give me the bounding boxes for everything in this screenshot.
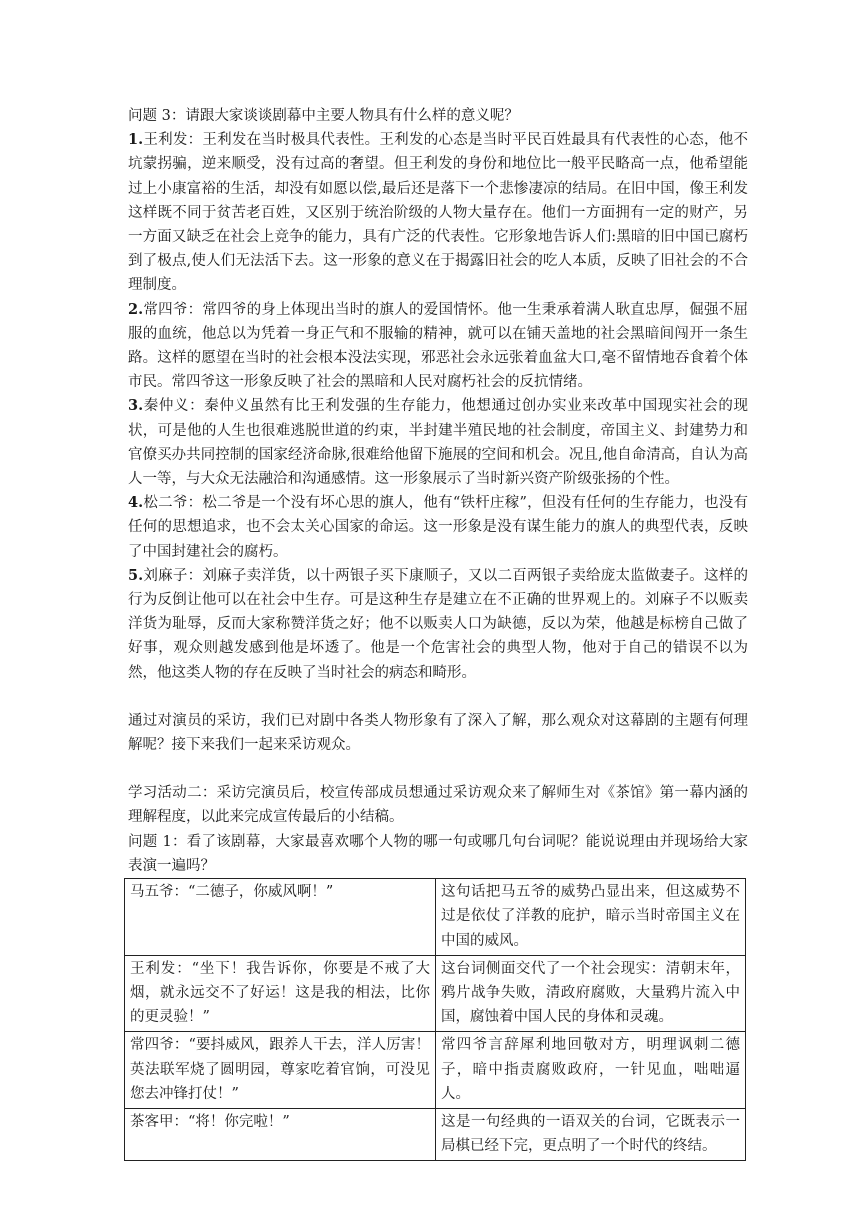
dialogue-line: 茶客甲：“将！你完啦！” <box>125 1108 436 1160</box>
dialogue-reason: 常四爷言辞犀利地回敬对方，明理讽刺二德子，暗中指责腐败政府，一针见血，咄咄逼人。 <box>436 1032 746 1109</box>
dialogue-table <box>124 878 746 1161</box>
list-item <box>128 564 748 685</box>
item-text: 秦仲义：秦仲义虽然有比王利发强的生存能力，他想通过创办实业来改革中国现实社会的现状，可是他的人生也很难逃脱世道的约束，半封建半殖民地的社会制度，帝国主义、封建势力和官僚买办共同控制的国家经济命脉,很难给他留下施展的空间和机会。况且,他自命清高，自认为高人一等，与大众无法融洽和沟通感情。这一形象展示了当时新兴资产阶级张扬的个性。 <box>128 398 748 488</box>
document-page <box>128 104 748 1161</box>
table-row <box>125 955 746 1032</box>
dialogue-line: 王利发：“坐下！我告诉你，你要是不戒了大烟，就永远交不了好运！这是我的相法，比你的更灵验！” <box>125 955 436 1032</box>
item-text: 刘麻子：刘麻子卖洋货，以十两银子买下康顺子，又以二百两银子卖给庞太监做妻子。这样的行为反倒让他可以在社会中生存。可是这种生存是建立在不正确的世界观上的。刘麻子不以贩卖洋货为耻辱，反而大家称赞洋货之好；他不以贩卖人口为缺德，反以为荣，他越是标榜自己做了好事，观众则越发感到他是坏透了。他是一个危害社会的典型人物，他对于自己的错误不以为然，他这类人物的存在反映了当时社会的病态和畸形。 <box>128 567 748 681</box>
table-row <box>125 1032 746 1109</box>
dialogue-line: 常四爷：“要抖威风，跟养人干去，洋人厉害！英法联军烧了圆明园，尊家吃着官饷，可没见您去冲锋打仗！” <box>125 1032 436 1109</box>
question-1: 问题 1：看了该剧幕，大家最喜欢哪个人物的哪一句或哪几句台词呢？能说说理由并现场给大家表演一遍吗？ <box>128 833 748 874</box>
dialogue-line: 马五爷：“二德子，你威风啊！” <box>125 879 436 956</box>
list-item <box>128 394 748 491</box>
transition-paragraph: 通过对演员的采访，我们已对剧中各类人物形象有了深入了解，那么观众对这幕剧的主题有何理解呢？接下来我们一起来采访观众。 <box>128 712 748 754</box>
item-text: 王利发：王利发在当时极具代表性。王利发的心态是当时平民百姓最具有代表性的心态，他不坑蒙拐骗，逆来顺受，没有过高的奢望。但王利发的身份和地位比一般平民略高一点，他希望能过上小康富裕的生活，却没有如愿以偿,最后还是落下一个悲惨凄凉的结局。在旧中国，像王利发这样既不同于贫苦老百姓，又区别于统治阶级的人物大量存在。他们一方面拥有一定的财产，另一方面又缺乏在社会上竞争的能力，具有广泛的代表性。它形象地告诉人们:黑暗的旧中国已腐朽到了极点,使人们无法活下去。这一形象的意义在于揭露旧社会的吃人本质，反映了旧社会的不合理制度。 <box>128 132 748 294</box>
paragraph-gap <box>128 685 748 709</box>
item-text: 松二爷：松二爷是一个没有坏心思的旗人，他有“铁杆庄稼”，但没有任何的生存能力，也没有任何的思想追求，也不会太关心国家的命运。这一形象是没有谋生能力的旗人的典型代表，反映了中国封建社会的腐朽。 <box>128 495 748 560</box>
item-number: 3. <box>128 397 144 415</box>
dialogue-reason: 这台词侧面交代了一个社会现实：清朝末年，鸦片战争失败，清政府腐败，大量鸦片流入中国，腐蚀着中国人民的身体和灵魂。 <box>436 955 746 1032</box>
item-number: 1. <box>128 131 144 149</box>
dialogue-reason: 这句话把马五爷的威势凸显出来，但这威势不过是依仗了洋教的庇护，暗示当时帝国主义在中国的威风。 <box>436 879 746 956</box>
dialogue-reason: 这是一句经典的一语双关的台词，它既表示一局棋已经下完，更点明了一个时代的终结。 <box>436 1108 746 1160</box>
item-number: 5. <box>128 566 144 584</box>
activity-2: 学习活动二：采访完演员后，校宣传部成员想通过采访观众来了解师生对《茶馆》第一幕内涵的理解程度，以此来完成宣传最后的小结稿。 <box>128 785 748 826</box>
list-item <box>128 298 748 395</box>
list-item <box>128 491 748 564</box>
item-text: 常四爷：常四爷的身上体现出当时的旗人的爱国情怀。他一生秉承着满人耿直忠厚，倔强不屈服的血统，他总以为凭着一身正气和不服输的精神，就可以在铺天盖地的社会黑暗间闯开一条生路。这样的愿望在当时的社会根本没法实现，邪恶社会永远张着血盆大口,毫不留情地吞食着个体市民。常四爷这一形象反映了社会的黑暗和人民对腐朽社会的反抗情绪。 <box>128 301 748 391</box>
item-number: 2. <box>128 300 144 318</box>
table-row <box>125 1108 746 1160</box>
list-item <box>128 128 748 297</box>
paragraph-gap <box>128 757 748 781</box>
table-row <box>125 879 746 956</box>
question-3: 问题 3：请跟大家谈谈剧幕中主要人物具有什么样的意义呢？ <box>128 108 519 124</box>
item-number: 4. <box>128 494 144 512</box>
